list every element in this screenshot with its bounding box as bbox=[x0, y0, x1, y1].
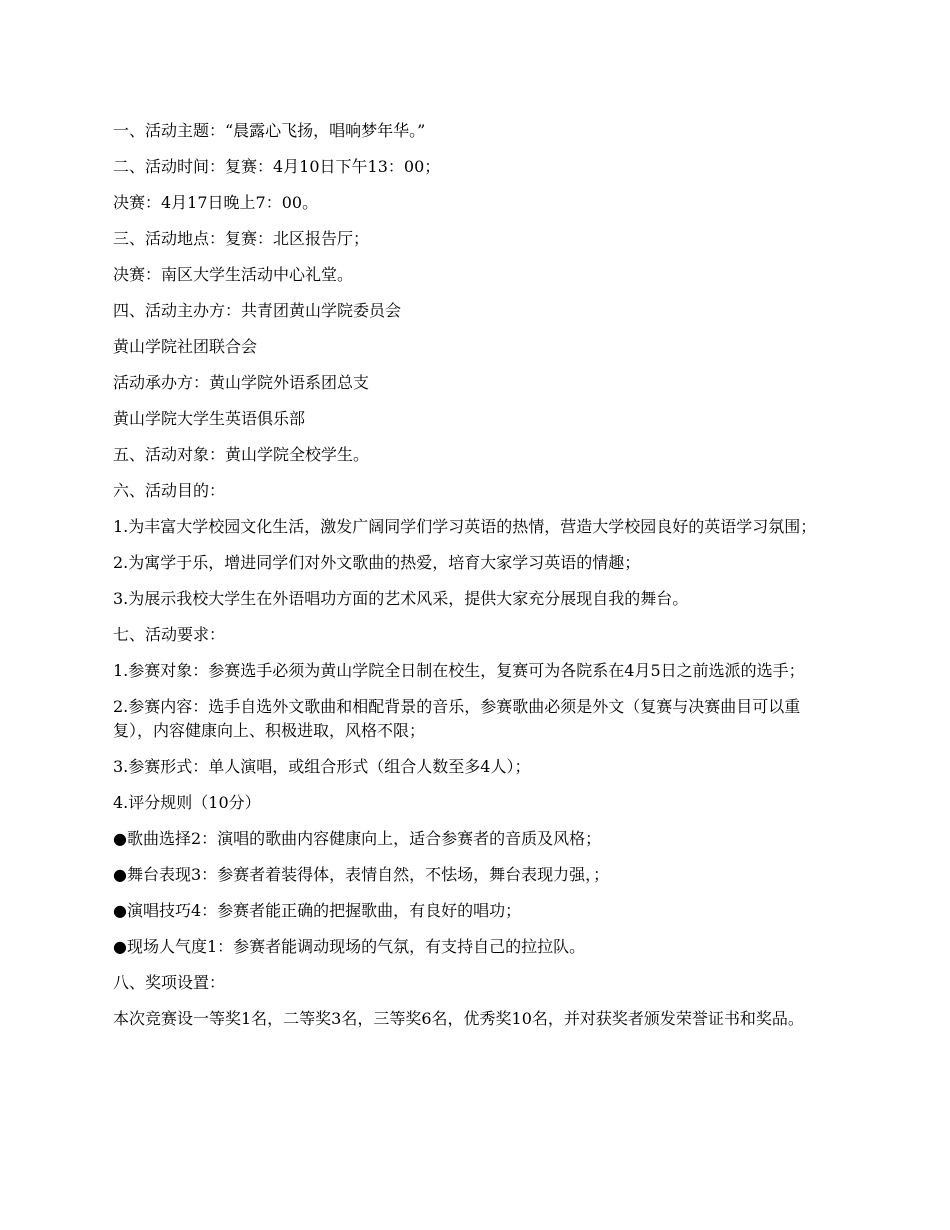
paragraph-scoring-song: ●歌曲选择2：演唱的歌曲内容健康向上，适合参赛者的音质及风格； bbox=[113, 829, 602, 848]
paragraph-time-final: 决赛：4月17日晚上7：00。 bbox=[113, 193, 319, 212]
paragraph-purpose-heading: 六、活动目的： bbox=[113, 481, 226, 500]
paragraph-scoring-skill: ●演唱技巧4：参赛者能正确的把握歌曲，有良好的唱功； bbox=[113, 901, 522, 920]
paragraph-scoring-stage: ●舞台表现3：参赛者着装得体，表情自然，不怯场，舞台表现力强，； bbox=[113, 865, 610, 884]
paragraph-host: 四、活动主办方：共青团黄山学院委员会 bbox=[113, 301, 402, 320]
paragraph-purpose-1: 1.为丰富大学校园文化生活，激发广阔同学们学习英语的热情，营造大学校园良好的英语学习氛围； bbox=[113, 517, 817, 536]
paragraph-awards-detail: 本次竞赛设一等奖1名，二等奖3名，三等奖6名，优秀奖10名，并对获奖者颁发荣誉证书和奖品。 bbox=[113, 1009, 804, 1028]
paragraph-requirements-heading: 七、活动要求： bbox=[113, 625, 226, 644]
paragraph-requirement-3: 3.参赛形式：单人演唱，或组合形式（组合人数至多4人）； bbox=[113, 757, 531, 776]
paragraph-requirement-1: 1.参赛对象：参赛选手必须为黄山学院全日制在校生，复赛可为各院系在4月5日之前选派的选手； bbox=[113, 661, 805, 680]
paragraph-venue-final: 决赛：南区大学生活动中心礼堂。 bbox=[113, 265, 354, 284]
paragraph-scoring-heading: 4.评分规则（10分） bbox=[113, 793, 261, 812]
paragraph-venue-semifinal: 三、活动地点：复赛：北区报告厅； bbox=[113, 229, 370, 248]
paragraph-audience: 五、活动对象：黄山学院全校学生。 bbox=[113, 445, 370, 464]
paragraph-organizer-2: 黄山学院大学生英语俱乐部 bbox=[113, 409, 306, 428]
paragraph-organizer: 活动承办方：黄山学院外语系团总支 bbox=[113, 373, 370, 392]
paragraph-time-semifinal: 二、活动时间：复赛：4月10日下午13：00； bbox=[113, 157, 441, 176]
paragraph-purpose-3: 3.为展示我校大学生在外语唱功方面的艺术风采，提供大家充分展现自我的舞台。 bbox=[113, 589, 689, 608]
paragraph-scoring-popularity: ●现场人气度1：参赛者能调动现场的气氛，有支持自己的拉拉队。 bbox=[113, 937, 586, 956]
paragraph-host-2: 黄山学院社团联合会 bbox=[113, 337, 258, 356]
document-body bbox=[113, 119, 840, 1043]
paragraph-requirement-2: 2.参赛内容：选手自选外文歌曲和相配背景的音乐，参赛歌曲必须是外文（复赛与决赛曲目可以重复），内容健康向上、积极进取，风格不限； bbox=[113, 697, 801, 740]
paragraph-theme: 一、活动主题：“晨露心飞扬，唱响梦年华。” bbox=[113, 121, 426, 140]
paragraph-awards-heading: 八、奖项设置： bbox=[113, 973, 226, 992]
paragraph-purpose-2: 2.为寓学于乐，增进同学们对外文歌曲的热爱，培育大家学习英语的情趣； bbox=[113, 553, 641, 572]
